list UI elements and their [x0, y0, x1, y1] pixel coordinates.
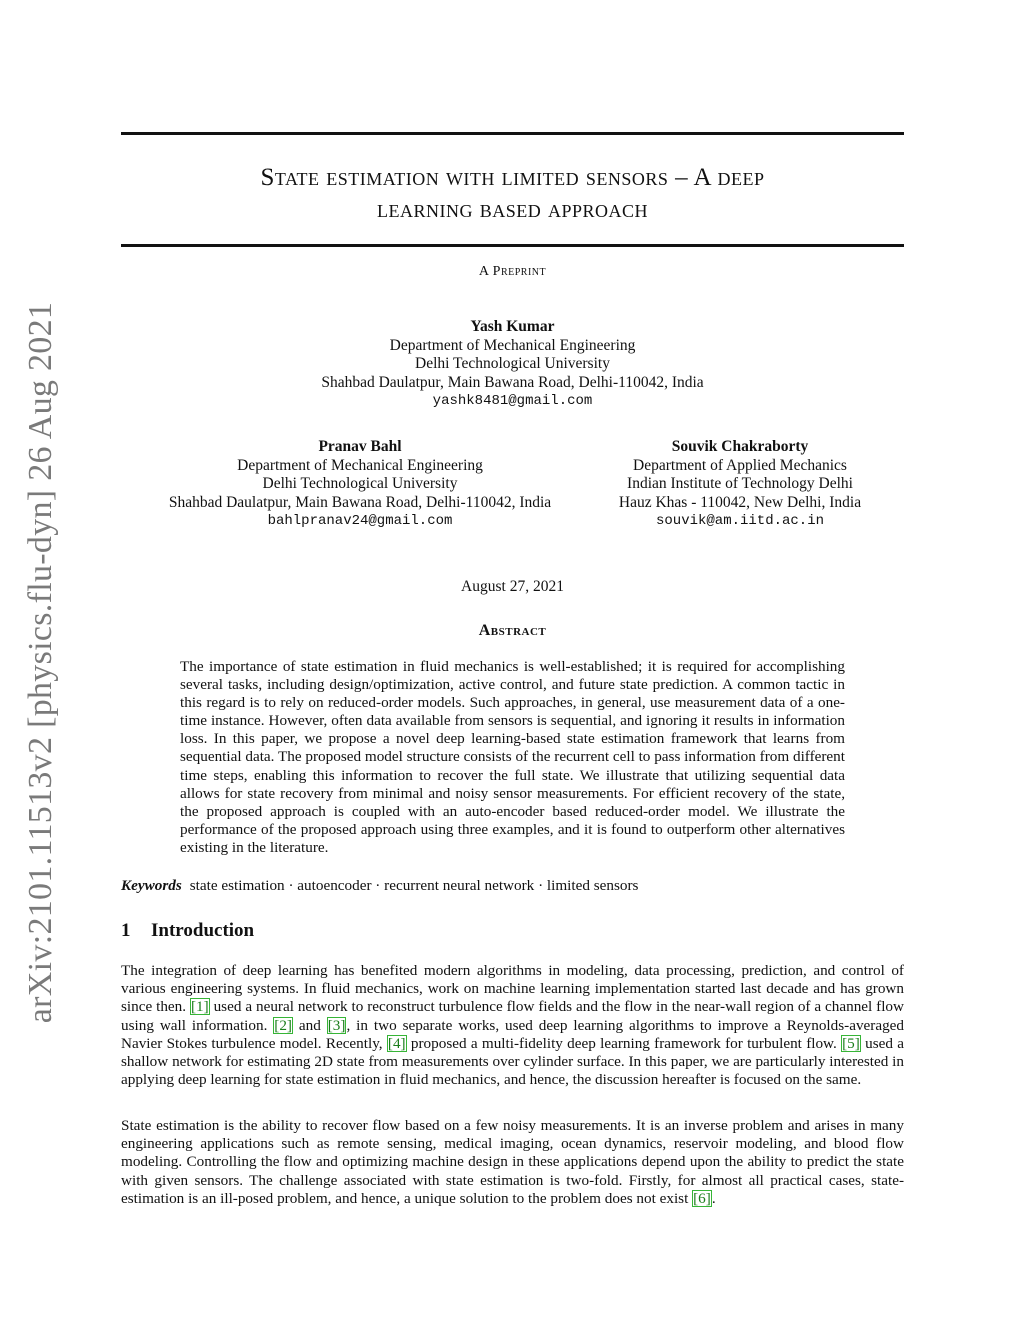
- author-dept: Department of Mechanical Engineering: [237, 456, 483, 474]
- citation-link[interactable]: [4]: [387, 1034, 406, 1052]
- paragraph-text: and: [293, 1016, 327, 1034]
- author-inst: Delhi Technological University: [415, 355, 610, 372]
- author-block-3: [590, 438, 890, 531]
- intro-paragraph-1: [121, 962, 904, 1089]
- author-inst: Delhi Technological University: [262, 475, 458, 492]
- paragraph-text: .: [711, 1189, 716, 1207]
- author-name: Pranav Bahl: [318, 438, 402, 455]
- section-number: 1: [121, 920, 131, 941]
- author-email[interactable]: souvik@am.iitd.ac.in: [655, 513, 825, 529]
- abstract-heading: Abstract: [478, 622, 547, 639]
- paragraph-text: State estimation is the ability to recover flow based on a few noisy measurements. It is an inverse problem and arises in many engineering applications such as remote sensing, medical imaging, ocean dynamics, reservoir modeling, and blood flow modeling. Controlling the flow and optimizing machine design in these applications depend upon the ability to predict the state with given sensors. The challenge associated with state estimation is two-fold. Firstly, for almost all practical cases, state-estimation is an ill-posed problem, and hence, a unique solution to the problem does not exist: [121, 1117, 904, 1207]
- author-block-2: [140, 438, 580, 531]
- citation-link[interactable]: [6]: [693, 1189, 711, 1207]
- title-bottom-rule: [121, 244, 904, 247]
- author-block-1: [121, 318, 904, 411]
- paragraph-text: The integration of deep learning has benefited modern algorithms in modeling, data processing, prediction, and control of various engineering systems. In fluid mechanics, work on machine learning implementation started last decade and has grown since then.: [121, 962, 904, 1016]
- section-title: Introduction: [151, 920, 255, 941]
- preprint-label: A Preprint: [478, 264, 547, 279]
- author-dept: Department of Applied Mechanics: [633, 456, 847, 474]
- paragraph-text: used a neural network to reconstruct turbulence flow fields and the flow in the near-wall region of a channel flow using wall information.: [121, 998, 904, 1034]
- section-heading-introduction: [121, 920, 254, 942]
- author-inst: Indian Institute of Technology Delhi: [627, 475, 853, 492]
- keywords-label: Keywords: [121, 877, 182, 894]
- citation-link[interactable]: [3]: [327, 1016, 346, 1034]
- author-address: Shahbad Daulatpur, Main Bawana Road, Delhi-110042, India: [168, 493, 552, 511]
- title-top-rule: [121, 132, 904, 135]
- author-email[interactable]: yashk8481@gmail.com: [432, 393, 593, 409]
- author-name: Yash Kumar: [470, 318, 555, 335]
- keywords-text: state estimation · autoencoder · recurrent neural network · limited sensors: [189, 877, 639, 894]
- abstract-text: The importance of state estimation in fluid mechanics is well-established; it is required for accomplishing several tasks, including design/optimization, active control, and future state prediction. A common tactic in this regard is to rely on reduced-order models. Such approaches, in general, use measurement data of a one-time instance. However, often data available from sensors is sequential, and ignoring it results in information loss. In this paper, we propose a novel deep learning-based state estimation framework that learns from sequential data. The proposed model structure consists of the recurrent cell to pass information from different time steps, enabling this information to recover the full state. We illustrate that utilizing sequential data allows for state recovery from minimal and noisy sensor measurements. For efficient recovery of the state, the proposed approach is coupled with an auto-encoder based reduced-order model. We illustrate the performance of the proposed approach using three examples, and it is found to outperform other alternatives existing in the literature.: [180, 658, 845, 856]
- paragraph-text: used a shallow network for estimating 2D state from measurements over cylinder surface. In this paper, we are particularly interested in applying deep learning for state estimation in fluid mechanics, and hence, the discussion hereafter is focused on the same.: [121, 1034, 904, 1089]
- paper-date: August 27, 2021: [461, 578, 564, 595]
- author-address: Hauz Khas - 110042, New Delhi, India: [618, 493, 862, 511]
- intro-paragraph-2: [121, 1117, 904, 1208]
- paper-title: [121, 162, 904, 226]
- paragraph-text: proposed a multi-fidelity deep learning framework for turbulent flow.: [406, 1034, 842, 1052]
- citation-link[interactable]: [1]: [190, 998, 209, 1016]
- author-dept: Department of Mechanical Engineering: [389, 336, 636, 354]
- keywords-line: [121, 877, 638, 895]
- citation-link[interactable]: [2]: [274, 1016, 292, 1034]
- author-email[interactable]: bahlpranav24@gmail.com: [267, 513, 453, 529]
- author-name: Souvik Chakraborty: [671, 438, 809, 455]
- paragraph-text: , in two separate works, used deep learning algorithms to improve a Reynolds-averaged Navier Stokes turbulence model. Recently,: [121, 1016, 905, 1052]
- title-line-2: learning based approach: [376, 196, 649, 223]
- citation-link[interactable]: [5]: [842, 1034, 860, 1052]
- arxiv-stamp: arXiv:2101.11513v2 [physics.flu-dyn] 26 Aug 2021: [22, 301, 59, 1024]
- title-line-1: State estimation with limited sensors – A deep: [260, 164, 765, 191]
- author-address: Shahbad Daulatpur, Main Bawana Road, Delhi-110042, India: [321, 373, 704, 391]
